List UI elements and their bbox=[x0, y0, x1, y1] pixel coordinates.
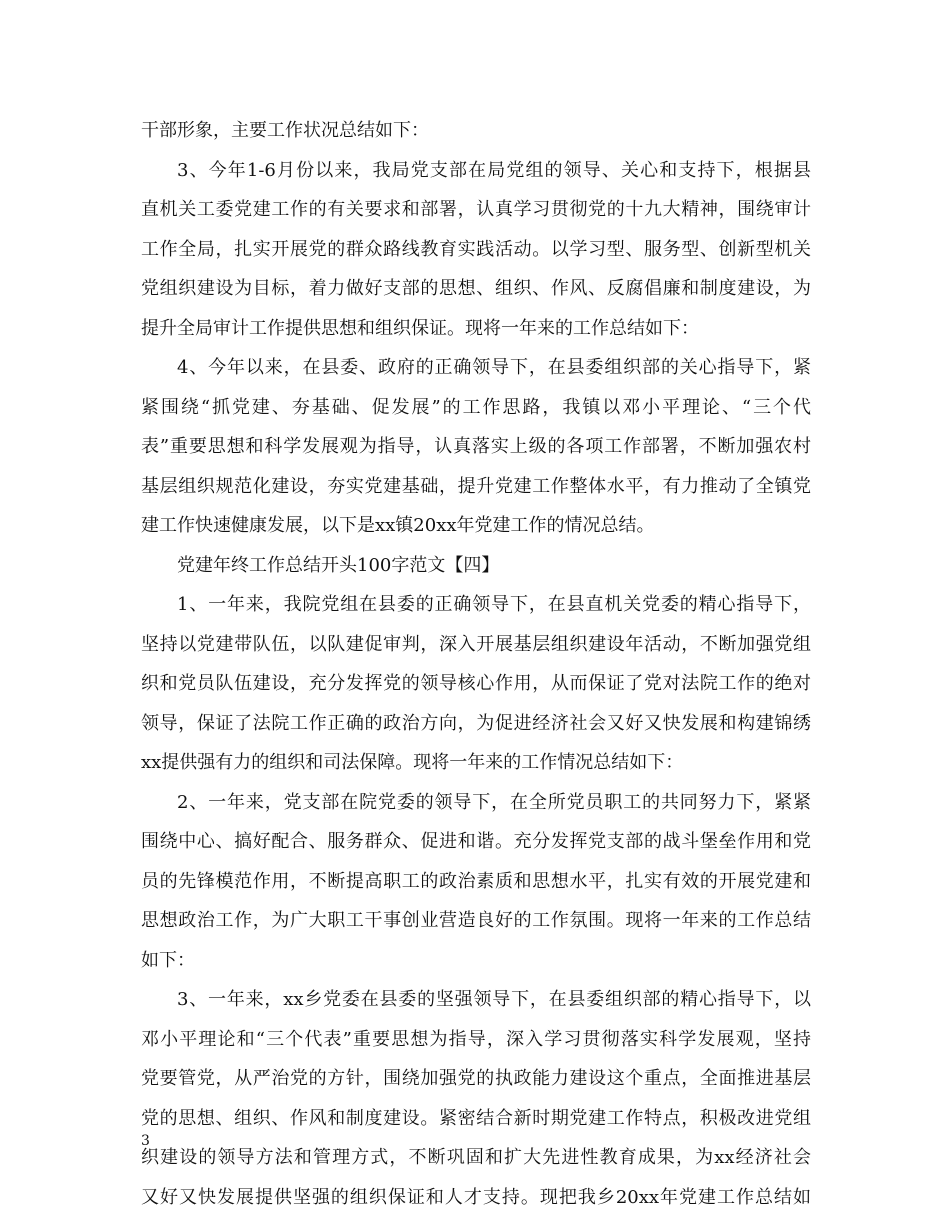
text-line: 4、今年以来，在县委、政府的正确领导下，在县委组织部的关心指导下，紧 bbox=[177, 357, 811, 378]
text-line: 思想政治工作，为广大职工干事创业营造良好的工作氛围。现将一年来的工作总结 bbox=[141, 910, 811, 931]
text-line: 建工作快速健康发展，以下是xx镇20xx年党建工作的情况总结。 bbox=[141, 515, 655, 536]
text-line: 党组织建设为目标，着力做好支部的思想、组织、作风、反腐倡廉和制度建设，为 bbox=[141, 278, 811, 299]
text-line: 织和党员队伍建设，充分发挥党的领导核心作用，从而保证了党对法院工作的绝对 bbox=[141, 673, 811, 694]
text-line: 表”重要思想和科学发展观为指导，认真落实上级的各项工作部署，不断加强农村 bbox=[141, 436, 811, 457]
text-line: 坚持以党建带队伍，以队建促审判，深入开展基层组织建设年活动，不断加强党组 bbox=[141, 633, 811, 655]
text-line: 2、一年来，党支部在院党委的领导下，在全所党员职工的共同努力下，紧紧 bbox=[177, 791, 811, 813]
text-line: 基层组织规范化建设，夯实党建基础，提升党建工作整体水平，有力推动了全镇党 bbox=[141, 475, 811, 497]
text-line: 干部形象，主要工作状况总结如下： bbox=[141, 120, 429, 141]
text-line: 党建年终工作总结开头100字范文【四】 bbox=[177, 554, 500, 576]
text-line: 党的思想、组织、作风和制度建设。紧密结合新时期党建工作特点，积极改进党组 bbox=[141, 1107, 811, 1129]
text-line: xx提供强有力的组织和司法保障。现将一年来的工作情况总结如下： bbox=[141, 752, 684, 773]
text-line: 直机关工委党建工作的有关要求和部署，认真学习贯彻党的十九大精神，围绕审计 bbox=[141, 199, 811, 220]
page-number: 3 bbox=[141, 1133, 150, 1149]
text-line: 紧围绕“抓党建、夯基础、促发展”的工作思路，我镇以邓小平理论、“三个代 bbox=[141, 396, 811, 418]
text-line: 领导，保证了法院工作正确的政治方向，为促进经济社会又好又快发展和构建锦绣 bbox=[141, 712, 811, 734]
text-line: 又好又快发展提供坚强的组织保证和人才支持。现把我乡20xx年党建工作总结如 bbox=[141, 1186, 811, 1208]
text-line: 织建设的领导方法和管理方式，不断巩固和扩大先进性教育成果，为xx经济社会 bbox=[141, 1147, 811, 1168]
text-line: 邓小平理论和“三个代表”重要思想为指导，深入学习贯彻落实科学发展观，坚持 bbox=[141, 1028, 811, 1050]
text-line: 工作全局，扎实开展党的群众路线教育实践活动。以学习型、服务型、创新型机关 bbox=[141, 238, 811, 260]
text-line: 提升全局审计工作提供思想和组织保证。现将一年来的工作总结如下： bbox=[141, 317, 699, 339]
text-line: 如下： bbox=[141, 949, 195, 971]
text-line: 党要管党，从严治党的方针，围绕加强党的执政能力建设这个重点，全面推进基层 bbox=[141, 1068, 811, 1089]
text-line: 围绕中心、搞好配合、服务群众、促进和谐。充分发挥党支部的战斗堡垒作用和党 bbox=[141, 831, 811, 852]
text-line: 3、一年来，xx乡党委在县委的坚强领导下，在县委组织部的精心指导下，以 bbox=[177, 989, 811, 1010]
document-body bbox=[141, 111, 811, 1217]
text-line: 员的先锋模范作用，不断提高职工的政治素质和思想水平，扎实有效的开展党建和 bbox=[141, 870, 811, 892]
text-line: 1、一年来，我院党组在县委的正确领导下，在县直机关党委的精心指导下， bbox=[177, 594, 811, 615]
text-line: 3、今年1-6月份以来，我局党支部在局党组的领导、关心和支持下，根据县 bbox=[177, 159, 811, 181]
